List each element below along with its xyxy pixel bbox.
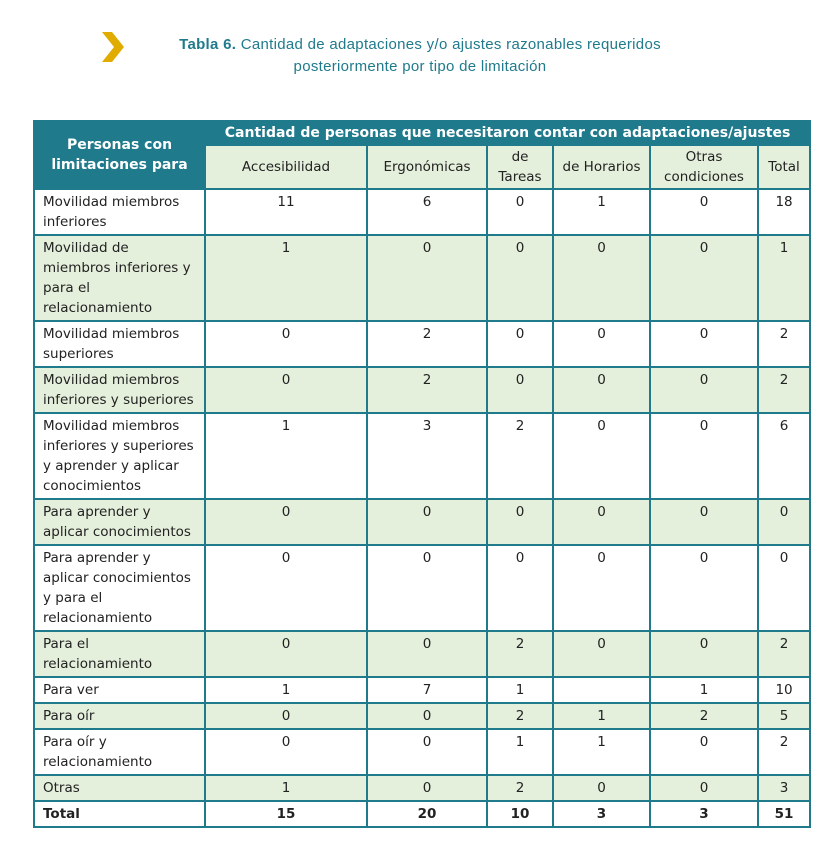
cell-value: 3	[650, 801, 758, 827]
cell-value: 2	[758, 729, 810, 775]
row-label: Total	[34, 801, 205, 827]
cell-value: 0	[205, 703, 367, 729]
cell-value: 1	[205, 413, 367, 499]
cell-value: 6	[758, 413, 810, 499]
row-label: Para el relacionamiento	[34, 631, 205, 677]
cell-value: 20	[367, 801, 487, 827]
table-caption	[0, 30, 836, 90]
cell-value: 0	[553, 367, 650, 413]
column-header: de Horarios	[553, 145, 650, 189]
cell-value: 0	[650, 235, 758, 321]
table-row	[34, 413, 810, 499]
cell-value: 0	[205, 545, 367, 631]
cell-value: 0	[650, 413, 758, 499]
cell-value: 0	[487, 235, 553, 321]
cell-value: 0	[553, 499, 650, 545]
cell-value: 1	[205, 775, 367, 801]
cell-value: 3	[553, 801, 650, 827]
cell-value: 0	[650, 729, 758, 775]
table-row	[34, 367, 810, 413]
column-header: Otras condiciones	[650, 145, 758, 189]
cell-value: 0	[650, 775, 758, 801]
cell-value: 10	[487, 801, 553, 827]
column-header: Ergonómicas	[367, 145, 487, 189]
cell-value: 2	[367, 321, 487, 367]
cell-value: 2	[367, 367, 487, 413]
cell-value: 0	[367, 703, 487, 729]
table-row	[34, 703, 810, 729]
total-row	[34, 801, 810, 827]
cell-value: 2	[650, 703, 758, 729]
cell-value: 1	[650, 677, 758, 703]
cell-value: 1	[205, 235, 367, 321]
cell-value: 0	[367, 545, 487, 631]
cell-value: 0	[553, 775, 650, 801]
cell-value: 5	[758, 703, 810, 729]
cell-value: 0	[650, 367, 758, 413]
table-row	[34, 775, 810, 801]
caption-label: Tabla 6.	[179, 36, 237, 53]
cell-value: 1	[487, 729, 553, 775]
row-label: Para aprender y aplicar conocimientos y para el relacionamiento	[34, 545, 205, 631]
cell-value: 7	[367, 677, 487, 703]
cell-value: 0	[487, 545, 553, 631]
table-row	[34, 321, 810, 367]
cell-value: 0	[367, 631, 487, 677]
row-label: Otras	[34, 775, 205, 801]
cell-value: 3	[758, 775, 810, 801]
cell-value: 0	[650, 321, 758, 367]
cell-value: 2	[487, 413, 553, 499]
table-row	[34, 499, 810, 545]
cell-value: 15	[205, 801, 367, 827]
cell-value: 0	[205, 631, 367, 677]
row-label: Movilidad de miembros inferiores y para el relacionamiento	[34, 235, 205, 321]
group-header: Cantidad de personas que necesitaron contar con adaptaciones/ajustes	[205, 121, 810, 145]
cell-value: 2	[758, 367, 810, 413]
column-header: de Tareas	[487, 145, 553, 189]
chevron-right-icon	[100, 30, 126, 64]
column-header: Accesibilidad	[205, 145, 367, 189]
cell-value: 0	[553, 413, 650, 499]
cell-value: 0	[553, 631, 650, 677]
row-label: Para ver	[34, 677, 205, 703]
cell-value: 6	[367, 189, 487, 235]
row-label: Para oír	[34, 703, 205, 729]
cell-value: 1	[758, 235, 810, 321]
table-row	[34, 235, 810, 321]
cell-value: 0	[367, 729, 487, 775]
cell-value: 0	[758, 499, 810, 545]
table-row	[34, 729, 810, 775]
cell-value: 1	[553, 189, 650, 235]
cell-value: 11	[205, 189, 367, 235]
row-label: Movilidad miembros inferiores y superiores y aprender y aplicar conocimientos	[34, 413, 205, 499]
caption-line1: Cantidad de adaptaciones y/o ajustes razonables requeridos	[236, 36, 661, 53]
cell-value: 3	[367, 413, 487, 499]
cell-value: 0	[650, 499, 758, 545]
row-header: Personas con limitaciones para	[34, 121, 205, 189]
cell-value: 51	[758, 801, 810, 827]
row-label: Movilidad miembros superiores	[34, 321, 205, 367]
cell-value: 18	[758, 189, 810, 235]
cell-value: 0	[205, 367, 367, 413]
table-row	[34, 631, 810, 677]
cell-value: 0	[553, 235, 650, 321]
cell-value: 0	[205, 499, 367, 545]
cell-value: 0	[487, 367, 553, 413]
cell-value: 2	[487, 703, 553, 729]
cell-value: 1	[553, 729, 650, 775]
caption-text	[140, 34, 700, 78]
cell-value: 2	[758, 631, 810, 677]
cell-value: 1	[205, 677, 367, 703]
limitations-table	[33, 120, 811, 828]
cell-value: 0	[487, 189, 553, 235]
table-row	[34, 189, 810, 235]
cell-value: 0	[205, 321, 367, 367]
cell-value: 0	[553, 321, 650, 367]
cell-value	[553, 677, 650, 703]
cell-value: 0	[487, 499, 553, 545]
table-row	[34, 677, 810, 703]
row-label: Para aprender y aplicar conocimientos	[34, 499, 205, 545]
cell-value: 1	[487, 677, 553, 703]
cell-value: 0	[367, 235, 487, 321]
cell-value: 2	[758, 321, 810, 367]
cell-value: 0	[650, 189, 758, 235]
cell-value: 0	[758, 545, 810, 631]
cell-value: 0	[553, 545, 650, 631]
cell-value: 2	[487, 775, 553, 801]
cell-value: 0	[650, 631, 758, 677]
cell-value: 1	[553, 703, 650, 729]
caption-line2: posteriormente por tipo de limitación	[293, 58, 547, 75]
cell-value: 0	[650, 545, 758, 631]
cell-value: 0	[367, 499, 487, 545]
row-label: Para oír y relacionamiento	[34, 729, 205, 775]
cell-value: 10	[758, 677, 810, 703]
cell-value: 0	[205, 729, 367, 775]
cell-value: 0	[487, 321, 553, 367]
column-header: Total	[758, 145, 810, 189]
row-label: Movilidad miembros inferiores y superiores	[34, 367, 205, 413]
cell-value: 2	[487, 631, 553, 677]
table-row	[34, 545, 810, 631]
cell-value: 0	[367, 775, 487, 801]
row-label: Movilidad miembros inferiores	[34, 189, 205, 235]
